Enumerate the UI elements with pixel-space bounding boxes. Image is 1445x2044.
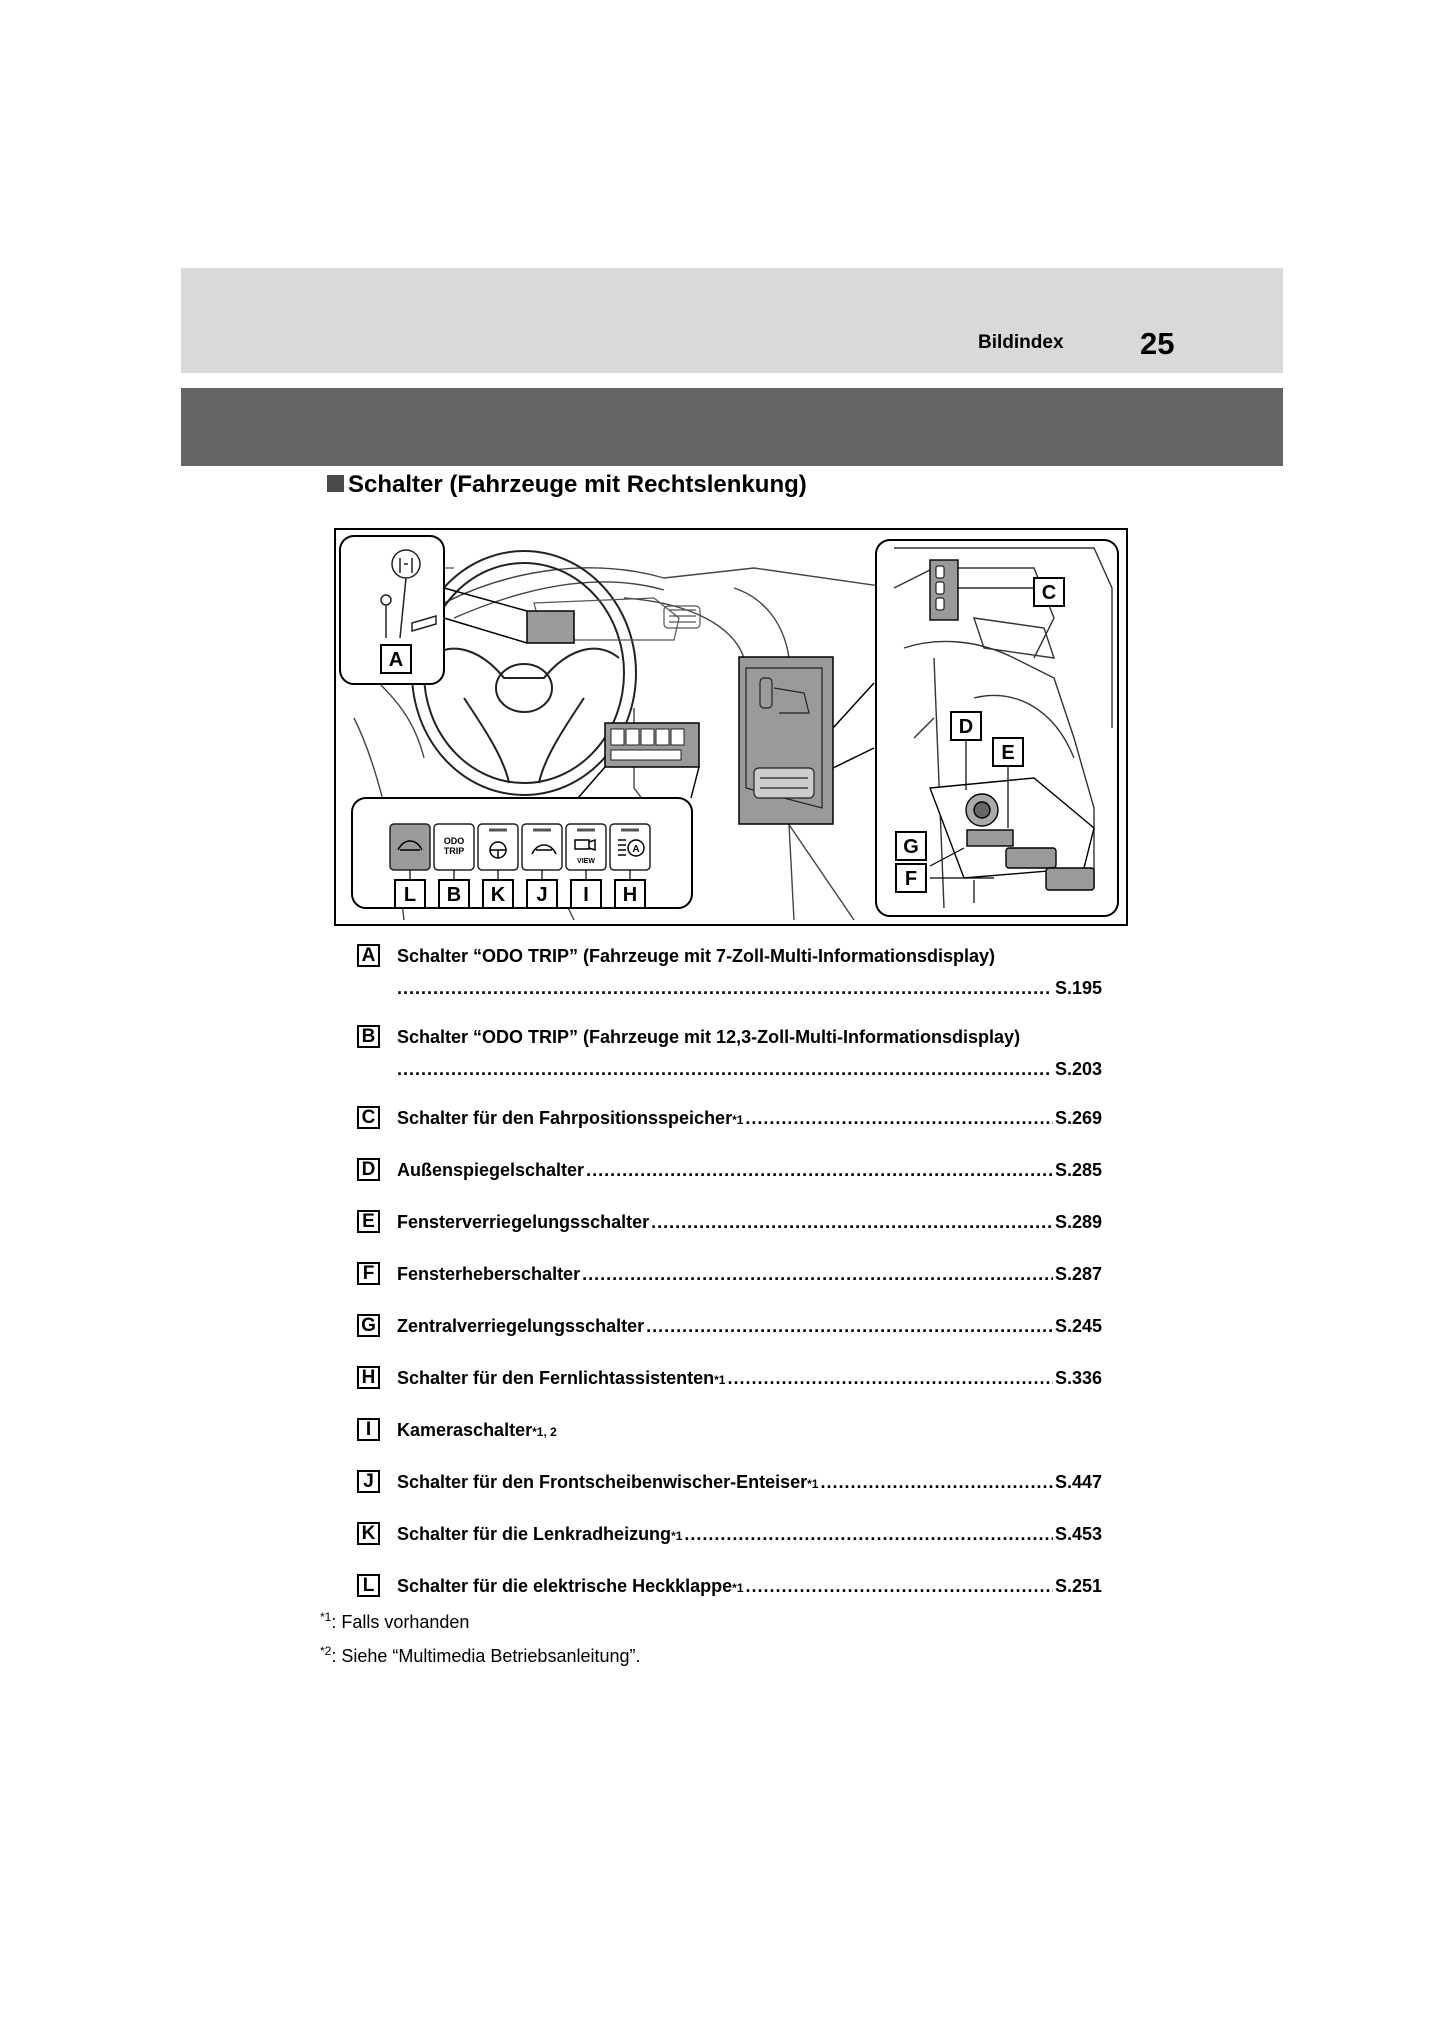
item-letter: I	[357, 1418, 380, 1441]
item-page-ref[interactable]: S.195	[1054, 978, 1102, 998]
callout-h: H	[622, 884, 638, 906]
callout-k: K	[490, 884, 506, 906]
odo-button-label: ODO	[443, 836, 465, 846]
item-page-ref[interactable]: S.336	[1054, 1368, 1102, 1388]
item-letter: E	[357, 1210, 380, 1233]
callout-g: G	[903, 836, 919, 858]
item-text: Schalter für den Fernlichtassistenten	[397, 1368, 715, 1388]
item-page-ref[interactable]: S.447	[1054, 1472, 1102, 1492]
item-page-ref[interactable]: S.289	[1054, 1212, 1102, 1232]
item-letter: C	[357, 1106, 380, 1129]
item-text: Schalter “ODO TRIP” (Fahrzeuge mit 7-Zoll-Multi-Informationsdisplay)	[397, 946, 996, 966]
item-letter: H	[357, 1366, 380, 1389]
callout-l: L	[403, 884, 417, 906]
footnote-mark: *2	[320, 1644, 332, 1658]
item-text: Außenspiegelschalter	[397, 1160, 585, 1180]
footnote-text: : Falls vorhanden	[331, 1612, 470, 1632]
callout-i: I	[583, 884, 589, 906]
view-button-label: VIEW	[577, 858, 595, 865]
item-text: Fensterheberschalter	[397, 1264, 581, 1284]
item-page-ref[interactable]: S.203	[1054, 1059, 1102, 1079]
item-letter: B	[357, 1025, 380, 1048]
item-page-ref[interactable]: S.287	[1054, 1264, 1102, 1284]
item-letter: G	[357, 1314, 380, 1337]
item-page-ref[interactable]: S.251	[1054, 1576, 1102, 1596]
item-page-ref[interactable]: S.269	[1054, 1108, 1102, 1128]
item-letter: L	[357, 1574, 380, 1597]
callout-j: J	[536, 884, 548, 906]
header-band-light	[181, 268, 1283, 373]
item-text: Schalter “ODO TRIP” (Fahrzeuge mit 12,3-Zoll-Multi-Informationsdisplay)	[397, 1027, 1021, 1047]
item-letter: D	[357, 1158, 380, 1181]
item-letter: K	[357, 1522, 380, 1545]
callout-f: F	[904, 868, 918, 890]
footnote	[320, 1610, 469, 1633]
item-text: Schalter für die Lenkradheizung	[397, 1524, 672, 1544]
switch-illustration	[334, 528, 1128, 926]
callout-b: B	[446, 884, 462, 906]
svg-text:A: A	[632, 844, 640, 855]
item-text: Schalter für den Fahrpositionsspeicher	[397, 1108, 733, 1128]
item-text: Fensterverriegelungsschalter	[397, 1212, 650, 1232]
section-title	[327, 471, 807, 499]
running-head: Bildindex	[978, 332, 1064, 353]
page-number: 25	[1140, 326, 1175, 361]
item-page-ref[interactable]: S.285	[1054, 1160, 1102, 1180]
item-page-ref[interactable]: S.245	[1054, 1316, 1102, 1336]
callout-a: A	[388, 649, 404, 671]
square-bullet-icon	[327, 475, 344, 492]
item-text: Schalter für die elektrische Heckklappe	[397, 1576, 733, 1596]
item-text: Schalter für den Frontscheibenwischer-Enteiser	[397, 1472, 808, 1492]
item-letter: F	[357, 1262, 380, 1285]
item-text: Kameraschalter	[397, 1420, 533, 1440]
item-letter: A	[357, 944, 380, 967]
callout-c: C	[1041, 582, 1057, 604]
item-letter: J	[357, 1470, 380, 1493]
callout-d: D	[958, 716, 974, 738]
footnote-mark: *1	[320, 1610, 332, 1624]
callout-e: E	[1001, 742, 1015, 764]
item-text: Zentralverriegelungsschalter	[397, 1316, 645, 1336]
item-page-ref[interactable]: S.453	[1054, 1524, 1102, 1544]
footnote-text: : Siehe “Multimedia Betriebsanleitung”.	[331, 1646, 641, 1666]
header-band-dark	[181, 388, 1283, 466]
trip-button-label: TRIP	[443, 846, 465, 856]
section-title-text: Schalter (Fahrzeuge mit Rechtslenkung)	[348, 471, 807, 498]
footnote	[320, 1644, 641, 1667]
